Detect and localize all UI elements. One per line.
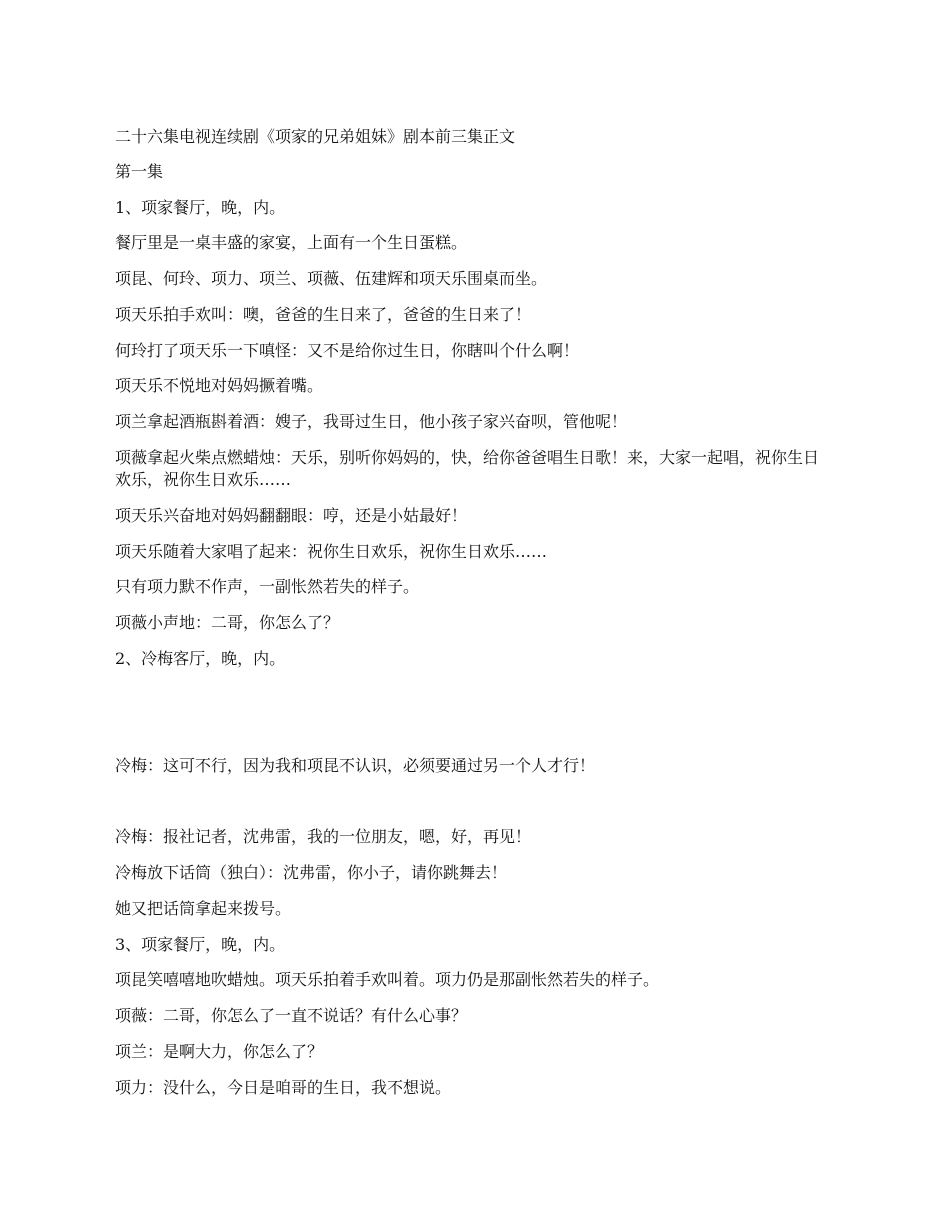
paragraph: 项天乐随着大家唱了起来：祝你生日欢乐，祝你生日欢乐…… [115,542,548,561]
paragraph: 项力：没什么，今日是咱哥的生日，我不想说。 [115,1078,452,1097]
paragraph: 项昆笑嘻嘻地吹蜡烛。项天乐拍着手欢叫着。项力仍是那副怅然若失的样子。 [115,970,660,989]
paragraph: 项兰：是啊大力，你怎么了？ [115,1042,324,1061]
episode-heading: 第一集 [115,162,164,181]
paragraph: 项兰拿起酒瓶斟着酒：嫂子，我哥过生日，他小孩子家兴奋呗，管他呢！ [115,412,628,431]
paragraph: 餐厅里是一桌丰盛的家宴，上面有一个生日蛋糕。 [115,233,468,252]
scene-heading: 1、项家餐厅，晚，内。 [115,198,286,217]
paragraph: 她又把话筒拿起来拨号。 [115,899,292,918]
paragraph: 冷梅：这可不行，因为我和项昆不认识，必须要通过另一个人才行！ [115,756,596,775]
scene-heading: 3、项家餐厅，晚，内。 [115,935,286,954]
paragraph: 项薇小声地：二哥，你怎么了？ [115,613,340,632]
paragraph: 项昆、何玲、项力、项兰、项薇、伍建辉和项天乐围桌而坐。 [115,269,548,288]
paragraph: 何玲打了项天乐一下嗔怪：又不是给你过生日，你瞎叫个什么啊！ [115,341,580,360]
paragraph: 项天乐兴奋地对妈妈翻翻眼：哼，还是小姑最好！ [115,506,468,525]
paragraph: 项天乐拍手欢叫：噢，爸爸的生日来了，爸爸的生日来了！ [115,305,532,324]
paragraph: 项薇拿起火柴点燃蜡烛：天乐，别听你妈妈的，快，给你爸爸唱生日歌！来，大家一起唱，祝你生日欢乐，祝你生日欢乐…… [115,448,820,489]
paragraph: 只有项力默不作声，一副怅然若失的样子。 [115,577,420,596]
paragraph: 项天乐不悦地对妈妈撅着嘴。 [115,376,324,395]
scene-heading: 2、冷梅客厅，晚，内。 [115,649,286,668]
paragraph: 冷梅：报社记者，沈弗雷，我的一位朋友，嗯，好，再见！ [115,827,532,846]
document-title: 二十六集电视连续剧《项家的兄弟姐妹》剧本前三集正文 [115,127,516,146]
paragraph: 冷梅放下话筒（独白）：沈弗雷，你小子，请你跳舞去！ [115,863,508,882]
paragraph: 项薇：二哥，你怎么了一直不说话？有什么心事？ [115,1006,468,1025]
